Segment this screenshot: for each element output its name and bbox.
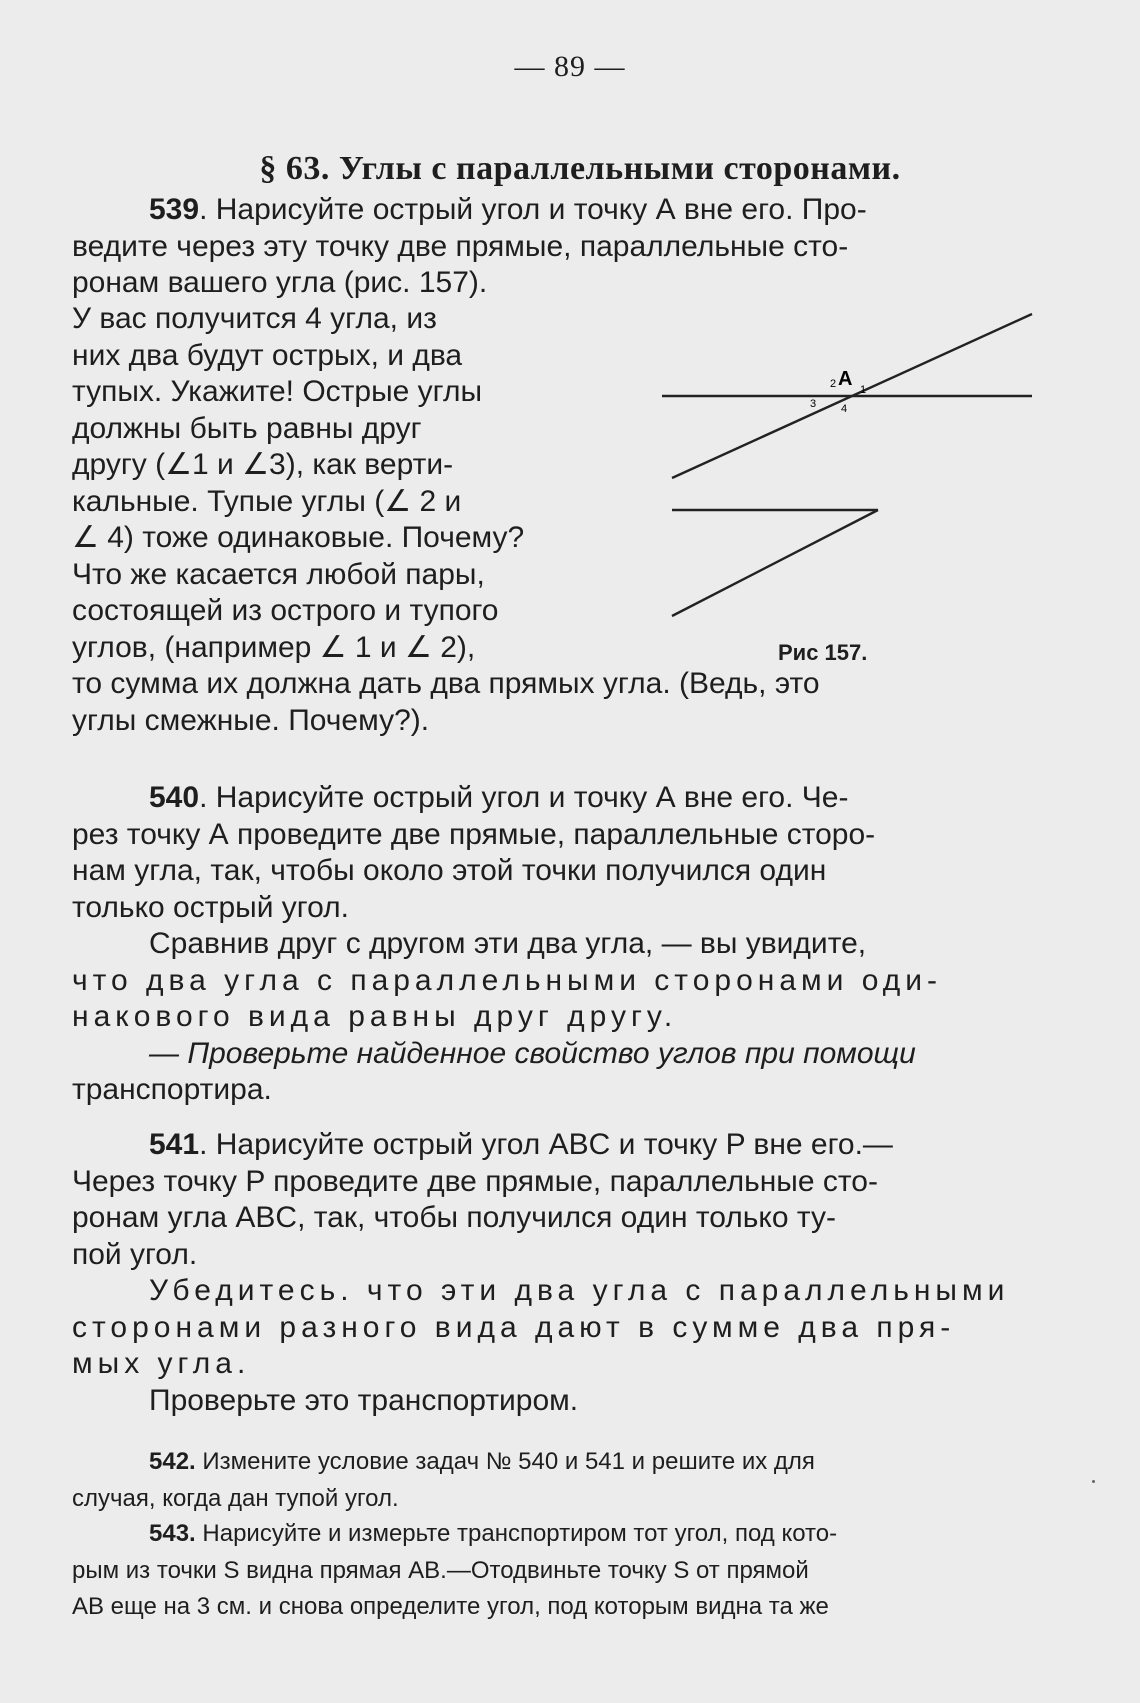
text-line: углов, (например ∠ 1 и ∠ 2), bbox=[72, 630, 476, 664]
problem-number: 540 bbox=[149, 781, 200, 814]
point-a-label: A bbox=[838, 368, 853, 390]
text-line: нам угла, так, чтобы около этой точки получился один bbox=[72, 854, 827, 887]
text-span: . Нарисуйте острый угол ABC и точку P вне его.— bbox=[199, 1128, 893, 1161]
text-span: Измените условие задач № 540 и 541 и решите их для bbox=[195, 1448, 815, 1475]
problem-number: 543. bbox=[149, 1520, 196, 1547]
text-line: мых угла. bbox=[72, 1347, 251, 1380]
problem-number: 542. bbox=[149, 1448, 196, 1475]
text-line: кальные. Тупые углы (∠ 2 и bbox=[72, 484, 462, 518]
angle-label-4: 4 bbox=[841, 403, 848, 415]
text-line: них два будут острых, и два bbox=[72, 338, 463, 372]
figure-157 bbox=[660, 300, 1040, 630]
problem-543 bbox=[72, 1518, 1057, 1628]
print-speck bbox=[1092, 1480, 1095, 1483]
angle-label-2: 2 bbox=[830, 378, 837, 390]
angle-side-oblique bbox=[672, 510, 878, 616]
text-line: ведите через эту точку две прямые, параллельные сто- bbox=[72, 229, 849, 263]
problem-539-tail bbox=[72, 666, 1057, 739]
text-line bbox=[72, 1518, 1057, 1555]
problem-539-column bbox=[72, 301, 607, 666]
text-line: AB еще на 3 см. и снова определите угол, под которым видна та же bbox=[72, 1593, 829, 1620]
text-line: Сравнив друг с другом эти два угла, — вы увидите, bbox=[149, 927, 867, 960]
angle-label-3: 3 bbox=[810, 398, 817, 410]
text-span: . Нарисуйте острый угол и точку А вне его. Про- bbox=[199, 193, 867, 226]
text-line: Проверьте это транспортиром. bbox=[149, 1383, 579, 1417]
text-line: другу (∠1 и ∠3), как верти- bbox=[72, 448, 454, 481]
figure-caption: Рис 157. bbox=[778, 640, 868, 665]
text-line: Через точку P проведите две прямые, параллельные сто- bbox=[72, 1164, 878, 1198]
problem-541 bbox=[72, 1127, 1057, 1419]
angle-label-1: 1 bbox=[860, 384, 867, 396]
text-line: Что же касается любой пары, bbox=[72, 557, 485, 591]
text-line: углы смежные. Почему?). bbox=[72, 703, 430, 737]
text-line: рез точку А проведите две прямые, параллельные сторо- bbox=[72, 817, 876, 851]
problem-539-intro bbox=[72, 192, 1057, 302]
text-line: ∠ 4) тоже одинаковые. Почему? bbox=[72, 521, 525, 554]
text-span: . Нарисуйте острый угол и точку А вне его. Че- bbox=[199, 781, 849, 814]
text-line: случая, когда дан тупой угол. bbox=[72, 1484, 399, 1512]
problem-542 bbox=[72, 1446, 1057, 1519]
text-line: транспортира. bbox=[72, 1073, 272, 1106]
text-line: пой угол. bbox=[72, 1237, 198, 1271]
problem-540 bbox=[72, 780, 1057, 1109]
page-number: — 89 — bbox=[514, 50, 626, 83]
text-line: Убедитесь. что эти два угла с параллельными bbox=[149, 1274, 1010, 1307]
text-line bbox=[72, 1127, 1057, 1164]
text-line: состоящей из острого и тупого bbox=[72, 594, 499, 627]
problem-number: 539 bbox=[149, 193, 200, 226]
text-line: что два угла с параллельными сторонами оди- bbox=[72, 963, 943, 997]
text-line: только острый угол. bbox=[72, 890, 349, 924]
problem-number: 541 bbox=[149, 1128, 200, 1161]
text-line: У вас получится 4 угла, из bbox=[72, 302, 437, 335]
text-line: ронам угла ABC, так, чтобы получился один только ту- bbox=[72, 1201, 836, 1234]
text-line bbox=[72, 192, 1057, 229]
text-line: рым из точки S видна прямая AB.—Отодвиньте точку S от прямой bbox=[72, 1556, 809, 1584]
text-line: накового вида равны друг другу. bbox=[72, 1000, 678, 1033]
text-line: — Проверьте найденное свойство углов при помощи bbox=[149, 1036, 916, 1070]
text-line: тупых. Укажите! Острые углы bbox=[72, 375, 483, 408]
text-span: Нарисуйте и измерьте транспортиром тот угол, под кото- bbox=[195, 1520, 838, 1547]
section-title: § 63. Углы с параллельными сторонами. bbox=[259, 150, 901, 187]
text-line: должны быть равны друг bbox=[72, 411, 422, 445]
text-line: сторонами разного вида дают в сумме два пря- bbox=[72, 1310, 956, 1344]
text-line: то сумма их должна дать два прямых угла. (Ведь, это bbox=[72, 667, 820, 700]
text-line bbox=[72, 780, 1057, 817]
text-line bbox=[72, 1446, 1057, 1483]
text-line: ронам вашего угла (рис. 157). bbox=[72, 266, 488, 299]
